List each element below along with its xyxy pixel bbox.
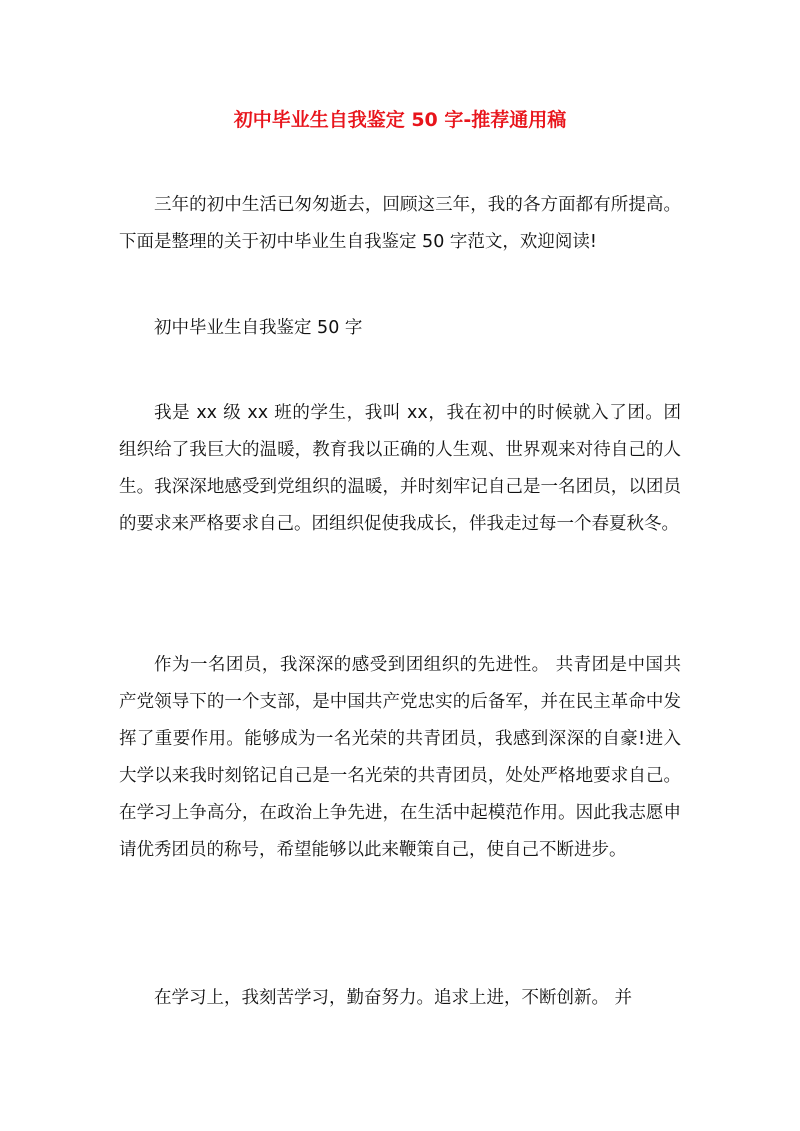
body-paragraph-2: 作为一名团员，我深深的感受到团组织的先进性。 共青团是中国共产党领导下的一个支部，是中国共产党忠实的后备军，并在民主革命中发挥了重要作用。能够成为一名光荣的共青团员，我感到深深的自豪!进入大学以来我时刻铭记自己是一名光荣的共青团员，处处严格地要求自己。在学习上争高分，在政治上争先进，在生活中起模范作用。因此我志愿申请优秀团员的称号，希望能够以此来鞭策自己，使自己不断进步。 xyxy=(119,655,681,860)
body-paragraph-1: 我是 xx 级 xx 班的学生，我叫 xx，我在初中的时候就入了团。团组织给了我巨大的温暖，教育我以正确的人生观、世界观来对待自己的人生。我深深地感受到党组织的温暖，并时刻牢记自己是一名团员，以团员的要求来严格要求自己。团组织促使我成长，伴我走过每一个春夏秋冬。 xyxy=(119,403,681,534)
intro-paragraph: 三年的初中生活已匆匆逝去，回顾这三年，我的各方面都有所提高。下面是整理的关于初中毕业生自我鉴定 50 字范文，欢迎阅读! xyxy=(119,195,681,252)
body-paragraph-3: 在学习上，我刻苦学习，勤奋努力。追求上进，不断创新。 并 xyxy=(154,988,633,1008)
section-heading: 初中毕业生自我鉴定 50 字 xyxy=(154,318,363,338)
document-title: 初中毕业生自我鉴定 50 字-推荐通用稿 xyxy=(233,109,567,131)
